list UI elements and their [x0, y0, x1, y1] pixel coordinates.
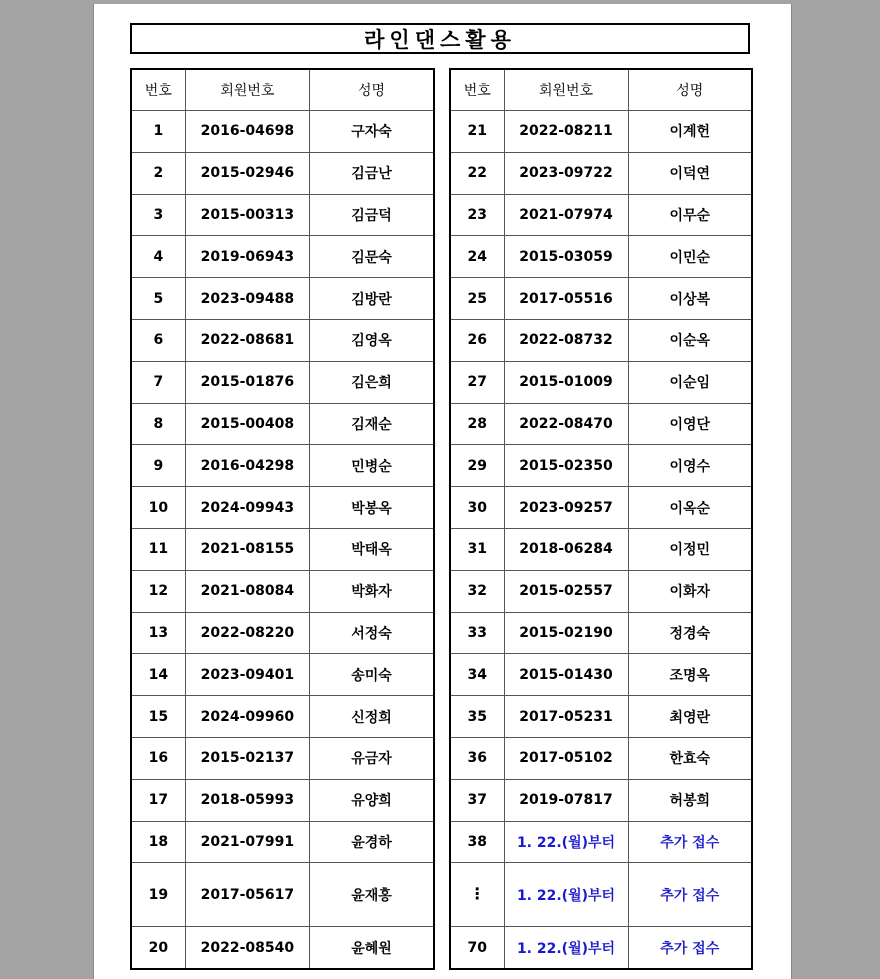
table-row	[131, 278, 434, 320]
table-row	[450, 927, 752, 969]
cell-no: 12	[131, 570, 185, 612]
cell-member-id: 2015-02137	[185, 737, 309, 779]
cell-no: 34	[450, 654, 504, 696]
cell-name: 유금자	[310, 737, 434, 779]
header-name: 성명	[628, 69, 752, 111]
vertical-ellipsis: ⋮	[469, 883, 486, 903]
cell-member-id: 2015-00408	[185, 403, 309, 445]
member-table-right	[449, 68, 753, 970]
cell-name: 이영단	[628, 403, 752, 445]
cell-member-id: 2018-06284	[504, 528, 628, 570]
table-row	[131, 528, 434, 570]
cell-name: 정경숙	[628, 612, 752, 654]
cell-no: 10	[131, 487, 185, 529]
cell-member-id: 2023-09257	[504, 487, 628, 529]
cell-member-id: 2015-01430	[504, 654, 628, 696]
cell-member-id: 2021-07974	[504, 194, 628, 236]
cell-no: 8	[131, 403, 185, 445]
header-name: 성명	[310, 69, 434, 111]
cell-name: 김문숙	[310, 236, 434, 278]
table-row	[131, 487, 434, 529]
cell-member-id: 2022-08220	[185, 612, 309, 654]
cell-member-id: 2017-05516	[504, 278, 628, 320]
header-member-id: 회원번호	[185, 69, 309, 111]
table-row	[131, 696, 434, 738]
table-row	[131, 236, 434, 278]
table-row	[450, 319, 752, 361]
cell-name: 이상복	[628, 278, 752, 320]
table-row	[450, 403, 752, 445]
member-table-right-body	[450, 111, 752, 970]
table-row	[450, 111, 752, 153]
cell-member-id: 1. 22.(월)부터	[504, 863, 628, 927]
cell-name: 윤경하	[310, 821, 434, 863]
cell-member-id: 1. 22.(월)부터	[504, 821, 628, 863]
cell-name: 추가 접수	[628, 927, 752, 969]
header-no: 번호	[131, 69, 185, 111]
cell-member-id: 2017-05617	[185, 863, 309, 927]
cell-name: 이정민	[628, 528, 752, 570]
cell-no: 5	[131, 278, 185, 320]
cell-no: 14	[131, 654, 185, 696]
cell-no: 33	[450, 612, 504, 654]
cell-member-id: 2015-02350	[504, 445, 628, 487]
table-row	[131, 779, 434, 821]
table-row	[131, 152, 434, 194]
cell-name: 이계헌	[628, 111, 752, 153]
cell-name: 이순임	[628, 361, 752, 403]
cell-member-id: 2018-05993	[185, 779, 309, 821]
header-member-id: 회원번호	[504, 69, 628, 111]
cell-no: 15	[131, 696, 185, 738]
cell-no: 4	[131, 236, 185, 278]
table-row	[131, 927, 434, 969]
cell-name: 민병순	[310, 445, 434, 487]
cell-no: 23	[450, 194, 504, 236]
cell-name: 추가 접수	[628, 863, 752, 927]
table-row	[131, 612, 434, 654]
header-no: 번호	[450, 69, 504, 111]
table-row	[450, 194, 752, 236]
table-row	[450, 696, 752, 738]
cell-member-id: 2022-08681	[185, 319, 309, 361]
table-row	[450, 863, 752, 927]
table-row	[450, 236, 752, 278]
cell-no: 36	[450, 737, 504, 779]
cell-member-id: 2021-08084	[185, 570, 309, 612]
cell-member-id: 2015-03059	[504, 236, 628, 278]
cell-member-id: 2023-09401	[185, 654, 309, 696]
cell-name: 서정숙	[310, 612, 434, 654]
cell-no: 20	[131, 927, 185, 969]
cell-name: 이덕연	[628, 152, 752, 194]
table-row	[450, 570, 752, 612]
cell-no: 31	[450, 528, 504, 570]
table-row	[131, 361, 434, 403]
cell-member-id: 2015-02946	[185, 152, 309, 194]
cell-name: 이순옥	[628, 319, 752, 361]
cell-no: 13	[131, 612, 185, 654]
cell-no: 30	[450, 487, 504, 529]
cell-member-id: 2022-08470	[504, 403, 628, 445]
cell-name: 김영옥	[310, 319, 434, 361]
table-row	[131, 319, 434, 361]
table-row	[450, 779, 752, 821]
cell-no: 25	[450, 278, 504, 320]
cell-member-id: 2023-09488	[185, 278, 309, 320]
cell-no: 26	[450, 319, 504, 361]
table-row	[450, 821, 752, 863]
cell-no: 16	[131, 737, 185, 779]
cell-name: 김금난	[310, 152, 434, 194]
member-table-left	[130, 68, 435, 970]
table-row	[131, 654, 434, 696]
cell-no: 18	[131, 821, 185, 863]
cell-no: 3	[131, 194, 185, 236]
document-title: 라인댄스활용	[130, 23, 750, 54]
cell-name: 박태옥	[310, 528, 434, 570]
cell-name: 구자숙	[310, 111, 434, 153]
cell-no: 22	[450, 152, 504, 194]
cell-no: 29	[450, 445, 504, 487]
cell-member-id: 2019-07817	[504, 779, 628, 821]
cell-name: 이화자	[628, 570, 752, 612]
cell-name: 김은희	[310, 361, 434, 403]
cell-no: 6	[131, 319, 185, 361]
cell-name: 윤재홍	[310, 863, 434, 927]
cell-no: 21	[450, 111, 504, 153]
cell-no: 28	[450, 403, 504, 445]
table-row	[131, 403, 434, 445]
cell-member-id: 2022-08732	[504, 319, 628, 361]
cell-no: 37	[450, 779, 504, 821]
cell-member-id: 2015-02190	[504, 612, 628, 654]
cell-name: 이영수	[628, 445, 752, 487]
cell-member-id: 2024-09943	[185, 487, 309, 529]
cell-name: 신정희	[310, 696, 434, 738]
table-row	[450, 612, 752, 654]
member-table-left-body	[131, 111, 434, 970]
cell-no: 17	[131, 779, 185, 821]
cell-no: 19	[131, 863, 185, 927]
cell-no: 7	[131, 361, 185, 403]
cell-name: 박화자	[310, 570, 434, 612]
cell-member-id: 2015-00313	[185, 194, 309, 236]
table-header-row	[131, 69, 434, 111]
cell-member-id: 2015-01009	[504, 361, 628, 403]
table-header-row	[450, 69, 752, 111]
cell-name: 김방란	[310, 278, 434, 320]
cell-no: 32	[450, 570, 504, 612]
cell-no: 38	[450, 821, 504, 863]
cell-no: 2	[131, 152, 185, 194]
cell-member-id: 2016-04698	[185, 111, 309, 153]
cell-member-id: 2015-02557	[504, 570, 628, 612]
cell-no	[450, 863, 504, 927]
cell-name: 이옥순	[628, 487, 752, 529]
table-row	[450, 361, 752, 403]
cell-member-id: 2019-06943	[185, 236, 309, 278]
cell-member-id: 2024-09960	[185, 696, 309, 738]
table-row	[450, 654, 752, 696]
cell-name: 추가 접수	[628, 821, 752, 863]
cell-member-id: 2017-05231	[504, 696, 628, 738]
cell-name: 송미숙	[310, 654, 434, 696]
cell-no: 11	[131, 528, 185, 570]
cell-member-id: 2021-08155	[185, 528, 309, 570]
cell-name: 허봉희	[628, 779, 752, 821]
cell-name: 이무순	[628, 194, 752, 236]
table-row	[131, 821, 434, 863]
cell-name: 한효숙	[628, 737, 752, 779]
cell-name: 김재순	[310, 403, 434, 445]
cell-name: 유양희	[310, 779, 434, 821]
cell-name: 윤혜원	[310, 927, 434, 969]
cell-name: 최영란	[628, 696, 752, 738]
cell-member-id: 2023-09722	[504, 152, 628, 194]
cell-name: 박봉옥	[310, 487, 434, 529]
cell-member-id: 1. 22.(월)부터	[504, 927, 628, 969]
cell-member-id: 2022-08540	[185, 927, 309, 969]
cell-name: 김금덕	[310, 194, 434, 236]
cell-no: 9	[131, 445, 185, 487]
cell-name: 조명옥	[628, 654, 752, 696]
cell-no: 27	[450, 361, 504, 403]
table-row	[450, 152, 752, 194]
table-row	[131, 570, 434, 612]
table-row	[131, 194, 434, 236]
cell-no: 70	[450, 927, 504, 969]
table-row	[131, 863, 434, 927]
document-page	[93, 4, 792, 979]
cell-member-id: 2016-04298	[185, 445, 309, 487]
table-row	[450, 445, 752, 487]
table-row	[450, 278, 752, 320]
cell-member-id: 2015-01876	[185, 361, 309, 403]
table-row	[450, 528, 752, 570]
cell-member-id: 2021-07991	[185, 821, 309, 863]
cell-no: 1	[131, 111, 185, 153]
table-row	[131, 737, 434, 779]
cell-no: 24	[450, 236, 504, 278]
table-row	[450, 737, 752, 779]
table-row	[131, 445, 434, 487]
cell-name: 이민순	[628, 236, 752, 278]
cell-no: 35	[450, 696, 504, 738]
cell-member-id: 2022-08211	[504, 111, 628, 153]
cell-member-id: 2017-05102	[504, 737, 628, 779]
table-row	[450, 487, 752, 529]
table-row	[131, 111, 434, 153]
